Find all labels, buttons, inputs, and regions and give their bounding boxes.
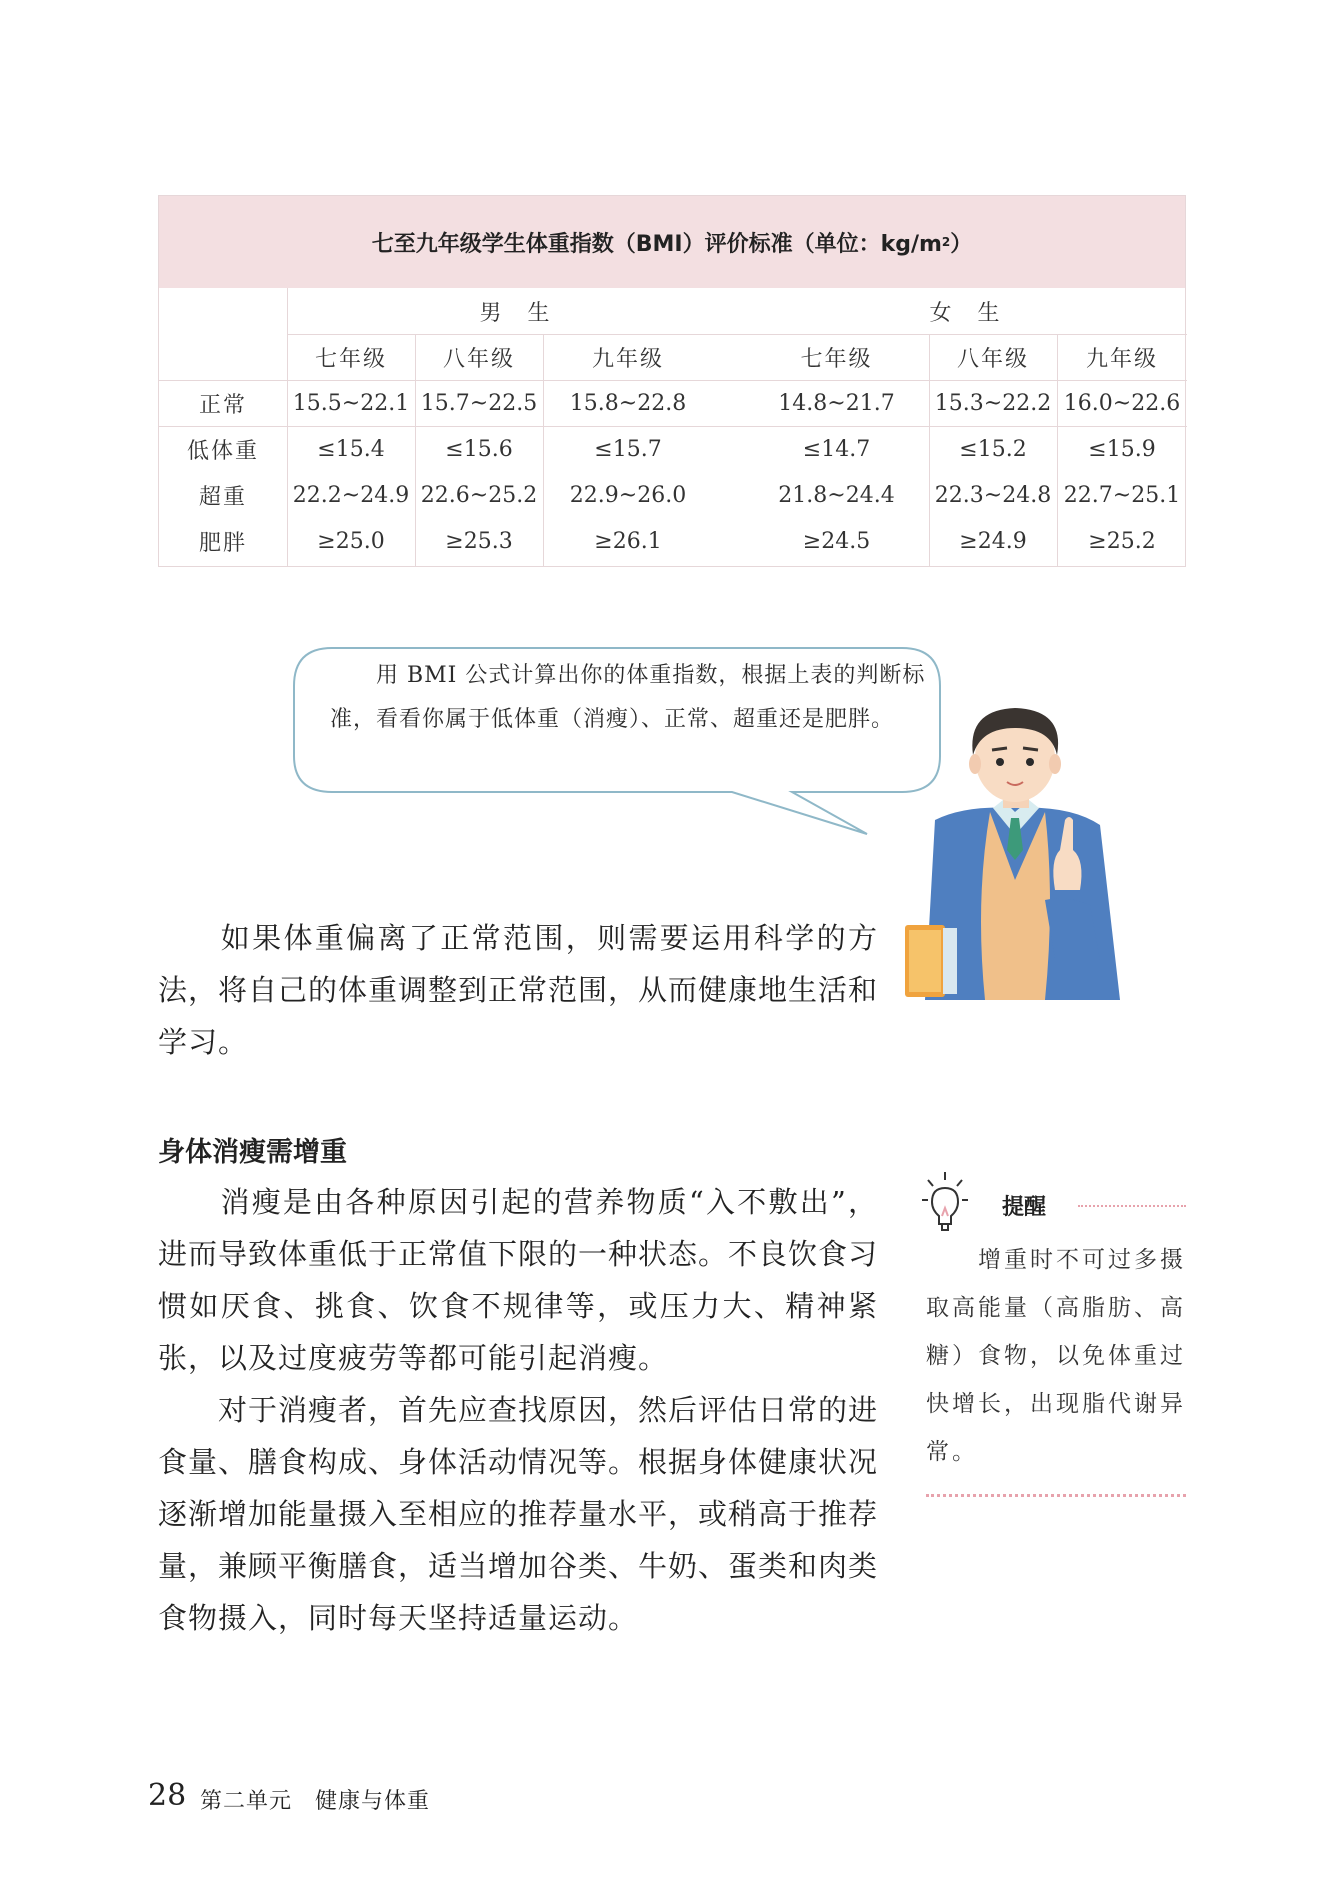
- tip-text: 增重时不可过多摄取高能量（高脂肪、高糖）食物，以免体重过快增长，出现脂代谢异常。: [926, 1247, 1186, 1465]
- grade-header: 七年级: [314, 346, 387, 372]
- intro-paragraph: 如果体重偏离了正常范围，则需要运用科学的方法，将自己的体重调整到正常范围，从而健康地生活和学习。: [158, 921, 879, 1059]
- table-title-sup: 2: [941, 235, 951, 249]
- table-cell: ≤15.9: [1088, 436, 1156, 462]
- table-cell: ≥25.2: [1088, 528, 1156, 554]
- bubble-text: 用 BMI 公式计算出你的体重指数，根据上表的判断标准，看看你属于低体重（消瘦）、正常、超重还是肥胖。: [330, 663, 926, 732]
- table-title-text: 七至九年级学生体重指数（BMI）评价标准（单位：kg/m: [371, 231, 942, 257]
- table-cell: ≤15.4: [317, 436, 385, 462]
- section-paragraph: 消瘦是由各种原因引起的营养物质“入不敷出”，进而导致体重低于正常值下限的一种状态。不良饮食习惯如厌食、挑食、饮食不规律等，或压力大、精神紧张，以及过度疲劳等都可能引起消瘦。: [158, 1185, 879, 1375]
- table-cell: 15.5~22.1: [292, 390, 410, 416]
- table-grid: [159, 288, 1185, 566]
- row-label: 正常: [198, 392, 247, 418]
- table-cell: 15.8~22.8: [569, 390, 687, 416]
- table-cell: ≥26.1: [594, 528, 662, 554]
- tip-divider-top: [1078, 1205, 1186, 1207]
- grade-header: 八年级: [442, 346, 515, 372]
- row-label: 低体重: [186, 438, 259, 464]
- grade-header: 八年级: [956, 346, 1029, 372]
- table-title-end: ）: [950, 231, 973, 257]
- row-label: 超重: [198, 484, 247, 510]
- table-cell: 22.7~25.1: [1063, 482, 1181, 508]
- table-cell: 15.3~22.2: [934, 390, 1052, 416]
- table-cell: ≤14.7: [802, 436, 871, 462]
- table-cell: ≥24.5: [802, 528, 871, 554]
- lightbulb-icon: [920, 1170, 970, 1234]
- row-label: 肥胖: [198, 530, 247, 556]
- table-cell: ≤15.6: [445, 436, 513, 462]
- table-cell: 21.8~24.4: [778, 482, 895, 508]
- table-cell: 15.7~22.5: [420, 390, 538, 416]
- table-cell: ≤15.2: [959, 436, 1027, 462]
- grade-header: 九年级: [1085, 346, 1158, 372]
- teacher-illustration-icon: [905, 700, 1125, 1005]
- table-cell: 22.2~24.9: [292, 482, 410, 508]
- table-cell: ≥25.0: [317, 528, 385, 554]
- table-cell: 16.0~22.6: [1063, 390, 1181, 416]
- grade-header: 七年级: [800, 346, 873, 372]
- table-title: [159, 196, 1185, 288]
- grade-header: 九年级: [591, 346, 664, 372]
- table-cell: ≥25.3: [445, 528, 513, 554]
- section-paragraph: 对于消瘦者，首先应查找原因，然后评估日常的进食量、膳食构成、身体活动情况等。根据身体健康状况逐渐增加能量摄入至相应的推荐量水平，或稍高于推荐量，兼顾平衡膳食，适当增加谷类、牛奶、蛋类和肉类食物摄入，同时每天坚持适量运动。: [158, 1393, 879, 1635]
- bmi-table: [158, 195, 1186, 567]
- table-cell: ≤15.7: [594, 436, 662, 462]
- footer-chapter-title: 第二单元 健康与体重: [200, 1789, 431, 1814]
- table-cell: ≥24.9: [959, 528, 1027, 554]
- table-cell: 22.6~25.2: [420, 482, 538, 508]
- page-number: 28: [148, 1778, 187, 1813]
- section-heading: 身体消瘦需增重: [158, 1137, 347, 1168]
- tip-divider-bottom: [926, 1494, 1186, 1497]
- table-cell: 22.9~26.0: [569, 482, 687, 508]
- group-male: 男 生: [479, 300, 552, 326]
- group-female: 女 生: [929, 300, 1002, 326]
- table-cell: 14.8~21.7: [778, 390, 895, 416]
- tip-title: 提醒: [1002, 1195, 1047, 1220]
- table-cell: 22.3~24.8: [934, 482, 1052, 508]
